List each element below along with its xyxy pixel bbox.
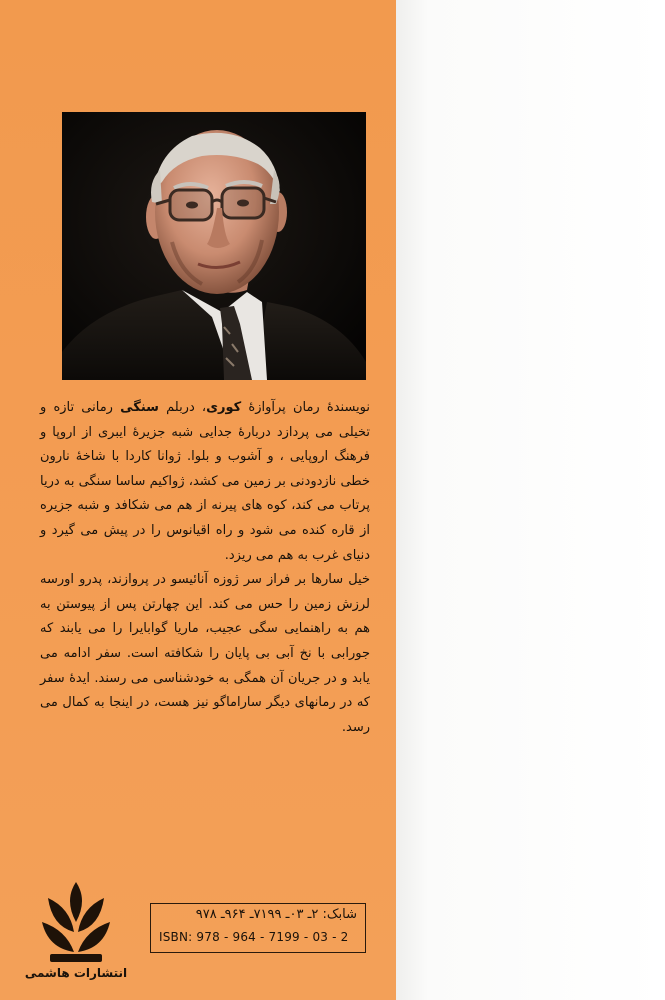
- description-paragraph-2: خیل سارها بر فراز سر ژوزه آنائیسو در پروازند، پدرو اورسه لرزش زمین را حس می کند. این چهارتن پس از پیوستن به هم به راهنمایی سگی عجیب، ماریا گوابایرا را می یابند که جورابی با نخ آبی بی پایان را شکافته است. سفر ادامه می یابد و در جریان آن همگی به خودشناسی می رسند. ایدهٔ سفر که در رمانهای دیگر ساراماگو نیز هست، در اینجا به کمال می رسد.: [40, 572, 370, 735]
- blurb-rest-text: رمانی تازه و تخیلی می پردازد دربارهٔ جدایی شبه جزیرهٔ ایبری از اروپا و فرهنگ اروپایی ، و آشوب و بلوا. ژوانا کاردا با شاخهٔ نارون خطی نازدودنی بر زمین می کشد، ژواکیم ساسا سنگی به دریا پرتاب می کند، کوه های پیرنه از هم می شکافد و شبه جزیره از قاره کنده می شود و راه اقیانوس را در پیش می گیرد و دنیای غرب به هم می ریزد.: [40, 400, 370, 563]
- author-portrait-image: [62, 112, 366, 380]
- description-paragraph-1: [40, 396, 370, 568]
- blurb-mid-text: ، دربلم: [158, 400, 207, 415]
- book-description: [40, 396, 370, 740]
- blurb-lead-text: نویسندهٔ رمان پرآوازهٔ: [241, 400, 370, 415]
- isbn-latin: ISBN: 978 - 964 - 7199 - 03 - 2: [159, 930, 349, 944]
- isbn-persian: شابک: ۲ـ ۰۳ـ ۷۱۹۹ـ ۹۶۴ـ ۹۷۸: [195, 907, 357, 922]
- publisher-name: انتشارات هاشمی: [24, 966, 128, 980]
- isbn-box: [150, 903, 366, 953]
- book-title-blindness: کوری: [206, 400, 242, 415]
- wheat-emblem-icon: [36, 878, 116, 966]
- book-title-stone-raft: سنگی: [120, 400, 159, 415]
- author-photo: [62, 112, 366, 380]
- blank-page-background: [396, 0, 665, 1000]
